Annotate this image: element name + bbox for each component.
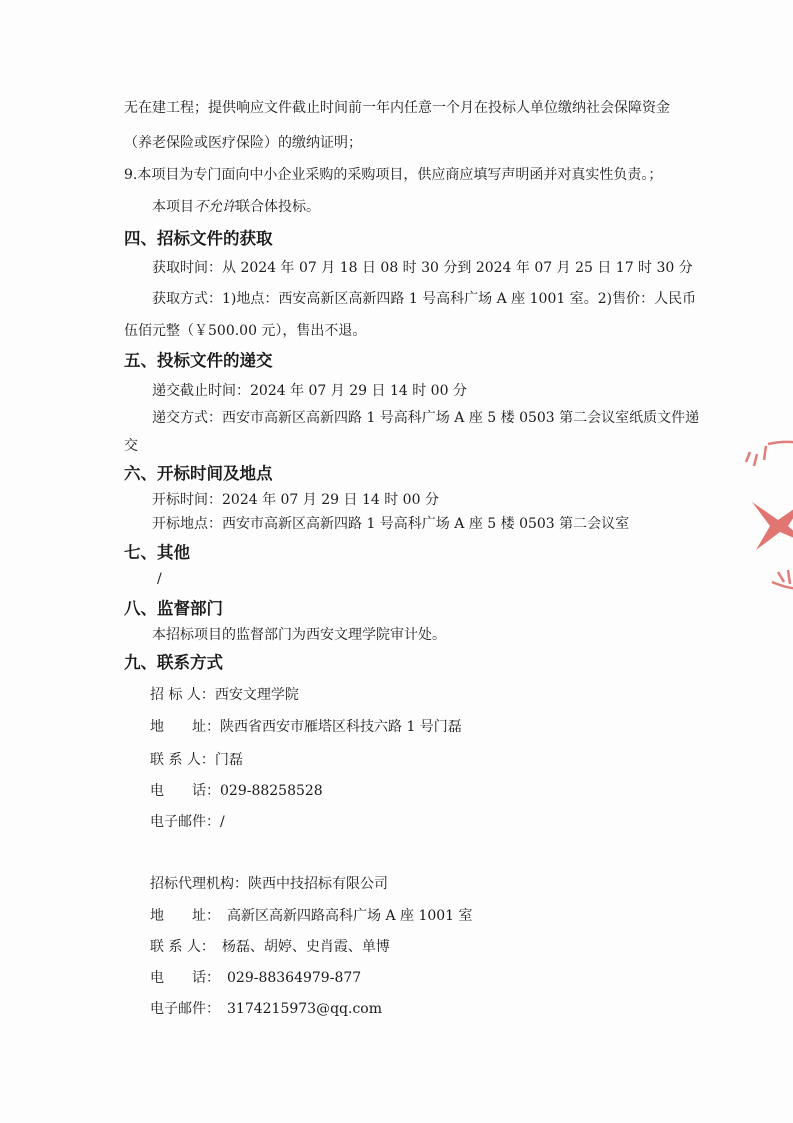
agency-email: 电子邮件： 3174215973@qq.com	[150, 1001, 382, 1017]
consortium-post: 联合体投标。	[236, 199, 320, 215]
section-6-title: 六、开标时间及地点	[124, 464, 273, 483]
contact-email: 电子邮件：/	[150, 814, 225, 830]
contact-tenderer: 招 标 人：西安文理学院	[150, 687, 299, 703]
section-5-method-line-1: 递交方式：西安市高新区高新四路 1 号高科广场 A 座 5 楼 0503 第二会议室纸质文件递	[152, 410, 700, 426]
section-6-time: 开标时间：2024 年 07 月 29 日 14 时 00 分	[152, 492, 439, 508]
agency-contact: 联 系 人： 杨磊、胡婷、史肖霞、单博	[150, 939, 390, 955]
contact-address: 地 址：陕西省西安市雁塔区科技六路 1 号门磊	[150, 719, 462, 735]
partial-seal-stamp	[728, 432, 793, 602]
section-5-title: 五、投标文件的递交	[124, 351, 273, 370]
section-4-method-line-1: 获取方式：1)地点：西安高新区高新四路 1 号高科广场 A 座 1001 室。2)售价：人民币	[152, 291, 697, 307]
section-7-content: /	[157, 571, 162, 587]
section-7-title: 七、其他	[124, 543, 190, 562]
contact-phone: 电 话：029-88258528	[150, 783, 323, 799]
section-5-deadline: 递交截止时间：2024 年 07 月 29 日 14 时 00 分	[152, 383, 467, 399]
agency-address: 地 址： 高新区高新四路高科广场 A 座 1001 室	[150, 908, 473, 924]
section-4-title: 四、招标文件的获取	[124, 229, 273, 248]
item-9-text: 9.本项目为专门面向中小企业采购的采购项目，供应商应填写声明函并对真实性负责。；	[124, 167, 663, 183]
paragraph-continuation-line-2: （养老保险或医疗保险）的缴纳证明；	[124, 135, 362, 151]
consortium-emphasis: 不允许	[194, 199, 236, 215]
section-8-content: 本招标项目的监督部门为西安文理学院审计处。	[152, 627, 446, 643]
seal-graphic	[728, 432, 793, 602]
section-4-method-line-2: 伍佰元整（￥500.00 元），售出不退。	[124, 323, 367, 339]
section-5-method-line-2: 交	[124, 438, 138, 454]
section-9-title: 九、联系方式	[124, 653, 223, 672]
consortium-pre: 本项目	[152, 199, 194, 215]
agency-name: 招标代理机构：陕西中技招标有限公司	[150, 876, 388, 892]
section-8-title: 八、监督部门	[124, 599, 223, 618]
section-4-time: 获取时间：从 2024 年 07 月 18 日 08 时 30 分到 2024 年 07 月 25 日 17 时 30 分	[152, 260, 693, 276]
paragraph-continuation-line-1: 无在建工程；提供响应文件截止时间前一年内任意一个月在投标人单位缴纳社会保障资金	[124, 100, 670, 116]
consortium-note	[152, 197, 320, 217]
section-6-place: 开标地点：西安市高新区高新四路 1 号高科广场 A 座 5 楼 0503 第二会议室	[152, 516, 630, 532]
agency-phone: 电 话： 029-88364979-877	[150, 970, 362, 986]
contact-person: 联 系 人：门磊	[150, 752, 243, 768]
